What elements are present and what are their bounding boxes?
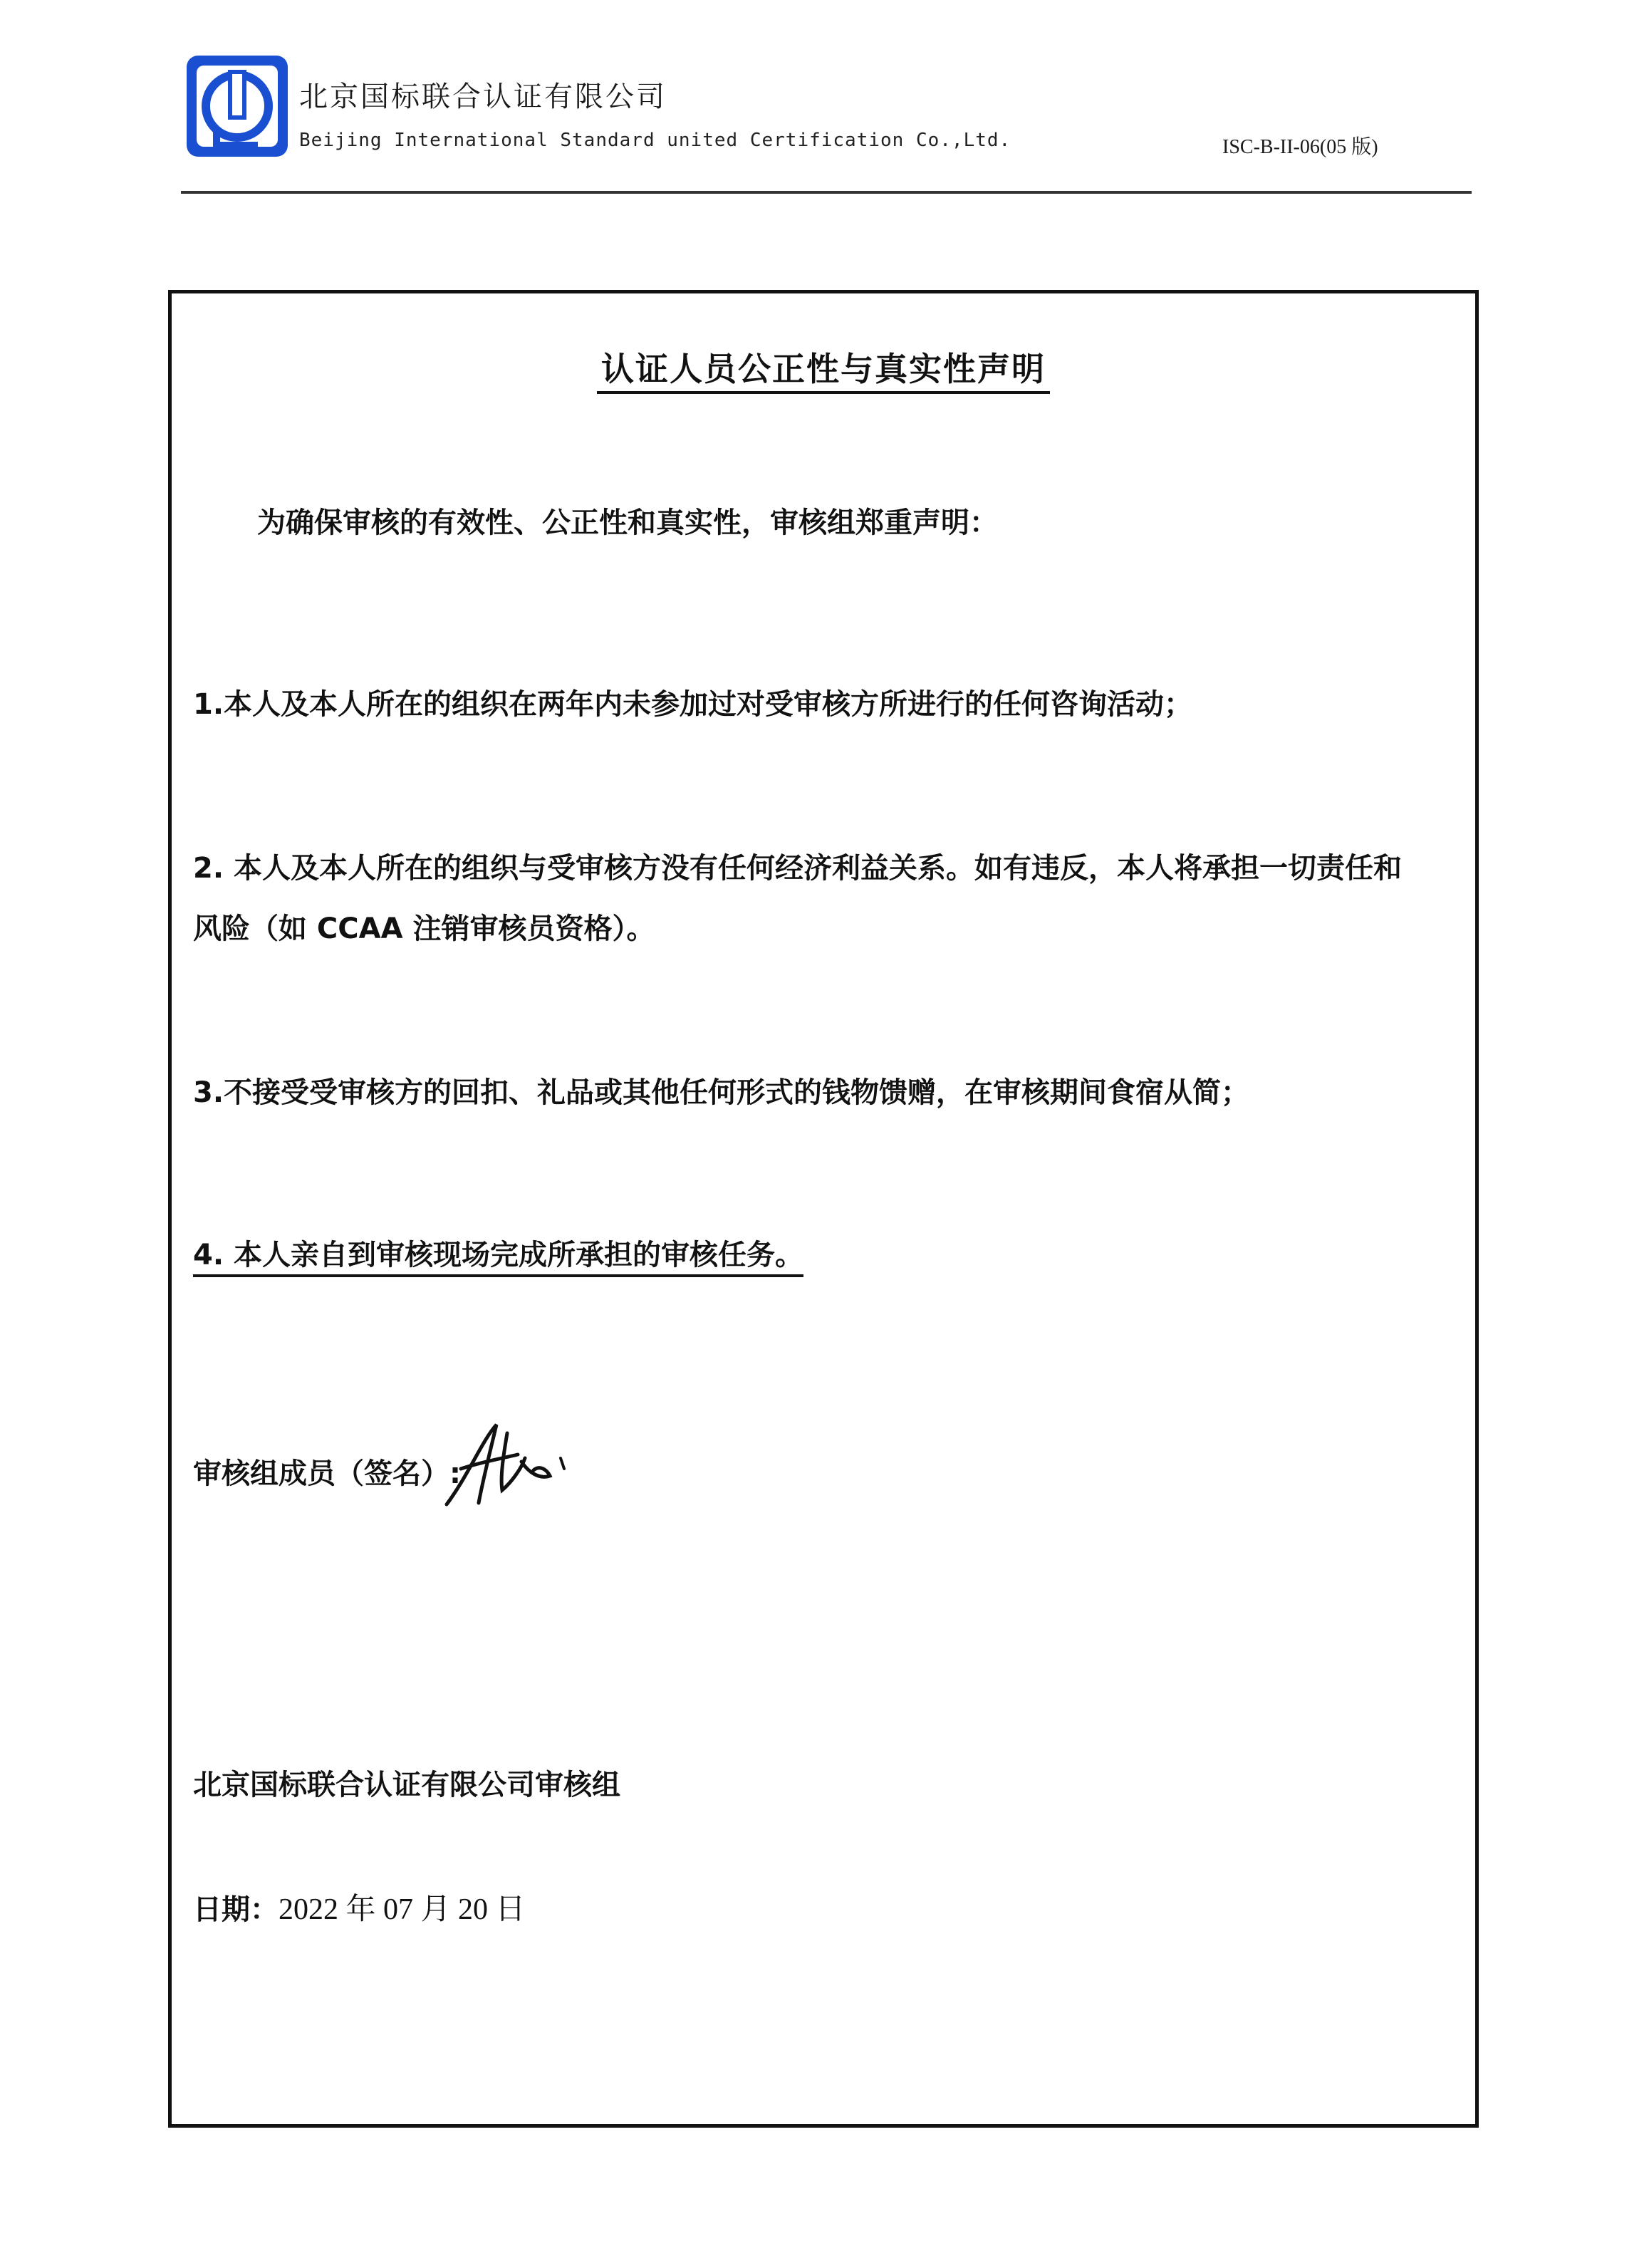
clause-2-line-1: 2. 本人及本人所在的组织与受审核方没有任何经济利益关系。如有违反，本人将承担一切责任和 xyxy=(193,852,1402,885)
clause-2-line-2: 风险（如 CCAA 注销审核员资格）。 xyxy=(193,912,655,945)
bisc-logo-icon xyxy=(184,53,291,160)
document-header xyxy=(184,53,1466,195)
title-text: 认证人员公正性与真实性声明 xyxy=(597,350,1050,394)
signer-label: 审核组成员（签名）: xyxy=(193,1457,461,1490)
intro-text: 为确保审核的有效性、公正性和真实性，审核组郑重声明： xyxy=(257,506,998,539)
clause-4: 4. 本人亲自到审核现场完成所承担的审核任务。 xyxy=(193,1232,803,1277)
form-code: ISC-B-II-06(05 版) xyxy=(1222,136,1378,158)
date-value: 2022 年 07 月 20 日 xyxy=(279,1893,526,1926)
company-name-cn: 北京国标联合认证有限公司 xyxy=(299,80,667,113)
company-name-en: Beijing International Standard united Certification Co.,Ltd. xyxy=(299,130,1011,151)
audit-group-name: 北京国标联合认证有限公司审核组 xyxy=(193,1769,620,1801)
date-label: 日期： xyxy=(193,1893,279,1926)
clause-1: 1.本人及本人所在的组织在两年内未参加过对受审核方所进行的任何咨询活动； xyxy=(193,688,1193,721)
handwritten-signature xyxy=(439,1419,575,1512)
header-divider xyxy=(181,191,1472,194)
declaration-frame xyxy=(168,290,1479,2128)
declaration-title xyxy=(172,343,1475,390)
clause-3: 3.不接受受审核方的回扣、礼品或其他任何形式的钱物馈赠，在审核期间食宿从简； xyxy=(193,1076,1250,1109)
date-row xyxy=(193,1885,526,1928)
